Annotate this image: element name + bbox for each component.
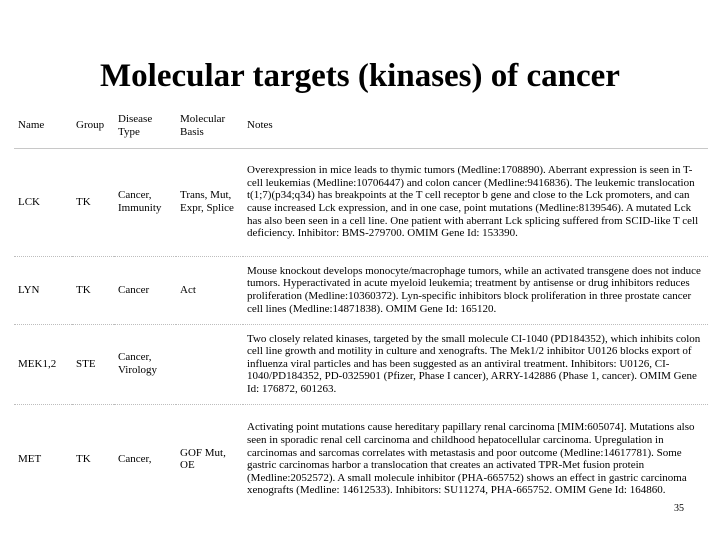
table-row — [14, 256, 708, 324]
cell-notes: Activating point mutations cause hereditary papillary renal carcinoma [MIM:605074]. Mutations also seen in sporadic renal cell carcinoma and childhood hepatocellular carcinoma. Upregulation in carcinomas and sarcomas correlates with metastasis and poor outcome (Medline:14617781). Some gastric carcinomas harbor a translocation that creates an activated TPR-Met fusion protein (Medline:2052572). A small molecule inhibitor (PHA-665752) shows an effect in gastric carcinoma xenografts (Medline: 14612533). Inhibitors: SU11274, PHA-665752. OMIM Gene Id: 164860. — [247, 421, 695, 497]
cell-notes: Two closely related kinases, targeted by the small molecule CI-1040 (PD184352), which inhibits colon cell line growth and motility in culture and xenografts. The Mek1/2 inhibitor U0126 blocks export of influenza viral particles and has been suggested as an antiviral treatment. Inhibitors: U0126, CI-1040/PD184352, PD-0325901 (Pfizer, Phase I cancer), ARRY-142886 (Phase 1, cancer). OMIM Gene Id: 176872, 601263. — [243, 324, 708, 404]
header-disease-type: Disease Type — [114, 104, 176, 148]
cell-group: TK — [72, 256, 114, 324]
slide-title: Molecular targets (kinases) of cancer — [100, 58, 620, 94]
cell-molecular-basis: Act — [176, 256, 243, 324]
table-row — [14, 324, 708, 404]
cell-group: STE — [72, 324, 114, 404]
page-number: 35 — [674, 503, 684, 514]
cell-name: LYN — [14, 256, 72, 324]
cell-name: MET — [18, 452, 42, 465]
cell-molecular-basis — [176, 324, 243, 404]
cell-molecular-basis: Trans, Mut, Expr, Splice — [176, 148, 243, 256]
header-name: Name — [14, 104, 72, 148]
kinase-table — [14, 104, 708, 514]
cell-disease-type: Cancer, — [118, 452, 152, 465]
cell-name: MEK1,2 — [14, 324, 72, 404]
cell-molecular-basis: GOF Mut, OE — [180, 446, 226, 472]
cell-disease-type: Cancer, Immunity — [114, 148, 176, 256]
table-header-row — [14, 104, 708, 148]
cell-disease-type: Cancer, Virology — [114, 324, 176, 404]
cell-disease-type: Cancer — [114, 256, 176, 324]
cell-group: TK — [72, 148, 114, 256]
cell-group: TK — [76, 452, 91, 465]
table-row — [14, 404, 708, 514]
header-molecular-basis: Molecular Basis — [176, 104, 243, 148]
cell-notes: Mouse knockout develops monocyte/macrophage tumors, while an activated transgene does not induce tumors. Hyperactivated in acute myeloid leukemia; treatment by antisense or drug inhibitors reduces proliferation (Medline:10360372). Lyn-specific inhibitors block proliferation in three prostate cancer cell lines (Medline:14871838). OMIM Gene Id: 165120. — [243, 256, 708, 324]
cell-notes: Overexpression in mice leads to thymic tumors (Medline:1708890). Aberrant expression is seen in T-cell leukemias (Medline:10706447) and colon cancer (Medline:9416836). The leukemic translocation t(1;7)(p34;q34) has breakpoints at the T cell receptor b gene and close to the Lck promoters, and can cause increased Lck expression, and in one case, point mutations (Medline:8139546). A mutated Lck has also been seen in a cell line. One patient with aberrant Lck splicing suffered from SCID-like T cell deficiency. Inhibitor: BMS-279700. OMIM Gene Id: 153390. — [243, 148, 708, 256]
table-row — [14, 148, 708, 256]
header-group: Group — [72, 104, 114, 148]
header-notes: Notes — [243, 104, 708, 148]
cell-name: LCK — [14, 148, 72, 256]
